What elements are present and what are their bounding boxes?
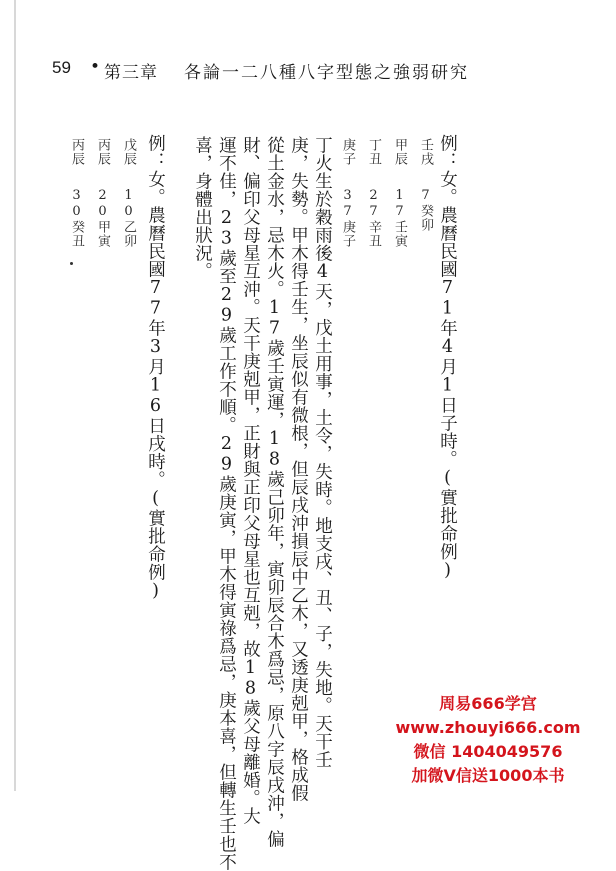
example1-luck-2: 17壬寅 xyxy=(392,188,407,248)
example2-pillar-3: 丙辰 xyxy=(69,138,84,166)
watermark-line-1: 周易666学宫 xyxy=(439,694,537,713)
watermark xyxy=(368,692,608,788)
example1-luck-4: 37庚子 xyxy=(340,188,355,248)
example2-heading: 例：女。農曆民國77年3月16日戌時。(實批命例) xyxy=(145,134,166,602)
watermark-line-3: 微信 1404049576 xyxy=(413,742,563,761)
example1-pillar-4: 庚子 xyxy=(340,138,355,166)
example2-luck-1: 10乙卯 xyxy=(121,188,136,248)
example1-pillar-2: 甲辰 xyxy=(392,138,407,166)
example2-luck-3: 30癸丑 xyxy=(69,188,84,248)
example1-text-line-2: 庚，失勢。甲木得壬生，坐辰似有微根，但辰戌沖損辰中乙木，又透庚剋甲，格成假 xyxy=(288,136,309,802)
page-number: 59 xyxy=(52,58,71,77)
running-header xyxy=(52,57,469,83)
example1-heading: 例：女。農曆民國71年4月1日子時。(實批命例) xyxy=(437,134,458,581)
watermark-line-4: 加微V信送1000本书 xyxy=(411,766,565,785)
example2-luck-2: 20甲寅 xyxy=(95,188,110,248)
watermark-line-2: www.zhouyi666.com xyxy=(395,718,581,737)
example1-pillar-3: 丁丑 xyxy=(366,138,381,166)
example1-text-line-5: 運不佳，23歲至29歲工作不順。29歲庚寅，甲木得寅祿爲忌，庚本喜，但轉生壬也不 xyxy=(216,136,237,871)
example2-pillar-2: 丙辰 xyxy=(95,138,110,166)
example2-pillar-1: 戊辰 xyxy=(121,138,136,166)
example1-text-line-3: 從土金水，忌木火。17歲壬寅運，18歲己卯年，寅卯辰合木爲忌，原八字辰戌沖，偏 xyxy=(264,136,285,848)
running-title: 各論一二八種八字型態之強弱研究 xyxy=(184,63,469,83)
example1-luck-1: 7癸卯 xyxy=(418,188,433,232)
header-bullet: • xyxy=(90,57,101,77)
example1-text-line-6: 喜，身體出狀況。 xyxy=(192,136,213,280)
example1-pillar-1: 壬戌 xyxy=(418,138,433,166)
stray-ink-dot xyxy=(70,262,73,265)
example1-text-line-4: 財、偏印父母星互沖。天干庚剋甲，正財與正印父母星也互剋，故18歲父母離婚。大 xyxy=(240,136,261,825)
example1-text-line-1: 丁火生於穀雨後4天，戊土用事，土令，失時。地支戌、丑、子，失地。天干壬 xyxy=(312,136,333,769)
example1-luck-3: 27辛丑 xyxy=(366,188,381,248)
page-edge xyxy=(14,0,16,791)
chapter-label: 第三章 xyxy=(104,63,158,83)
